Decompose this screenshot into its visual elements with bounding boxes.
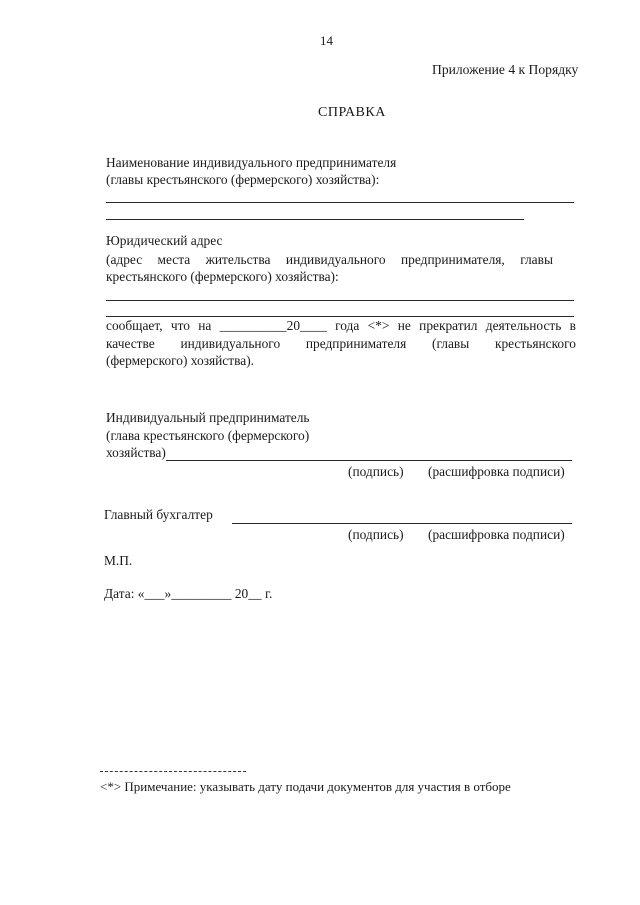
date-field[interactable]: Дата: «___»_________ 20__ г. — [104, 586, 273, 601]
appendix-reference: Приложение 4 к Порядку — [432, 62, 579, 77]
accountant-decode-caption: (расшифровка подписи) — [428, 527, 565, 542]
footnote-ref: <*> — [367, 318, 390, 333]
legal-address-description-end: крестьянского (фермерского) хозяйства): — [106, 269, 339, 284]
signatory-signature-line[interactable] — [166, 460, 572, 461]
signatory-label-2: (глава крестьянского (фермерского) — [106, 428, 310, 443]
legal-address-label: Юридический адрес — [106, 233, 223, 248]
legal-address-line-2[interactable] — [106, 316, 574, 317]
word: качестве — [106, 336, 155, 351]
word: главы — [520, 252, 553, 267]
word: (адрес — [106, 252, 143, 267]
footnote-text: <*> Примечание: указывать дату подачи документов для участия в отборе — [100, 779, 511, 794]
word: деятельность — [485, 318, 562, 333]
signatory-label-3: хозяйства) — [106, 445, 166, 460]
word: индивидуального — [180, 336, 281, 351]
statement-row-2 — [106, 336, 576, 352]
word: (главы — [432, 336, 470, 351]
page-number: 14 — [320, 33, 333, 48]
word: жительства — [205, 252, 271, 267]
legal-address-line-1[interactable] — [106, 300, 574, 301]
word: года — [335, 318, 360, 333]
entrepreneur-name-sublabel: (главы крестьянского (фермерского) хозяйства): — [106, 172, 380, 187]
word: индивидуального — [285, 252, 386, 267]
word: прекратил — [419, 318, 478, 333]
footnote-separator — [100, 771, 246, 772]
word: предпринимателя, — [401, 252, 505, 267]
word: сообщает, — [106, 318, 163, 333]
accountant-label: Главный бухгалтер — [104, 507, 213, 522]
signatory-signature-caption: (подпись) — [348, 464, 404, 479]
date-blank[interactable]: __________20____ — [219, 318, 327, 333]
accountant-signature-line[interactable] — [232, 523, 572, 524]
signatory-label-1: Индивидуальный предприниматель — [106, 410, 310, 425]
stamp-place: М.П. — [104, 553, 133, 568]
statement-row-1 — [106, 318, 576, 334]
entrepreneur-name-label: Наименование индивидуального предпринимателя — [106, 155, 397, 170]
word: крестьянского — [494, 336, 576, 351]
entrepreneur-name-line-2[interactable] — [106, 219, 524, 220]
word: в — [569, 318, 576, 333]
word: не — [397, 318, 411, 333]
document-title: СПРАВКА — [318, 105, 386, 120]
word: что — [170, 318, 190, 333]
legal-address-description-row — [106, 252, 553, 268]
word: на — [198, 318, 212, 333]
entrepreneur-name-line-1[interactable] — [106, 202, 574, 203]
word: предпринимателя — [305, 336, 407, 351]
signatory-decode-caption: (расшифровка подписи) — [428, 464, 565, 479]
word: места — [157, 252, 191, 267]
statement-row-3: (фермерского) хозяйства). — [106, 353, 254, 368]
accountant-signature-caption: (подпись) — [348, 527, 404, 542]
